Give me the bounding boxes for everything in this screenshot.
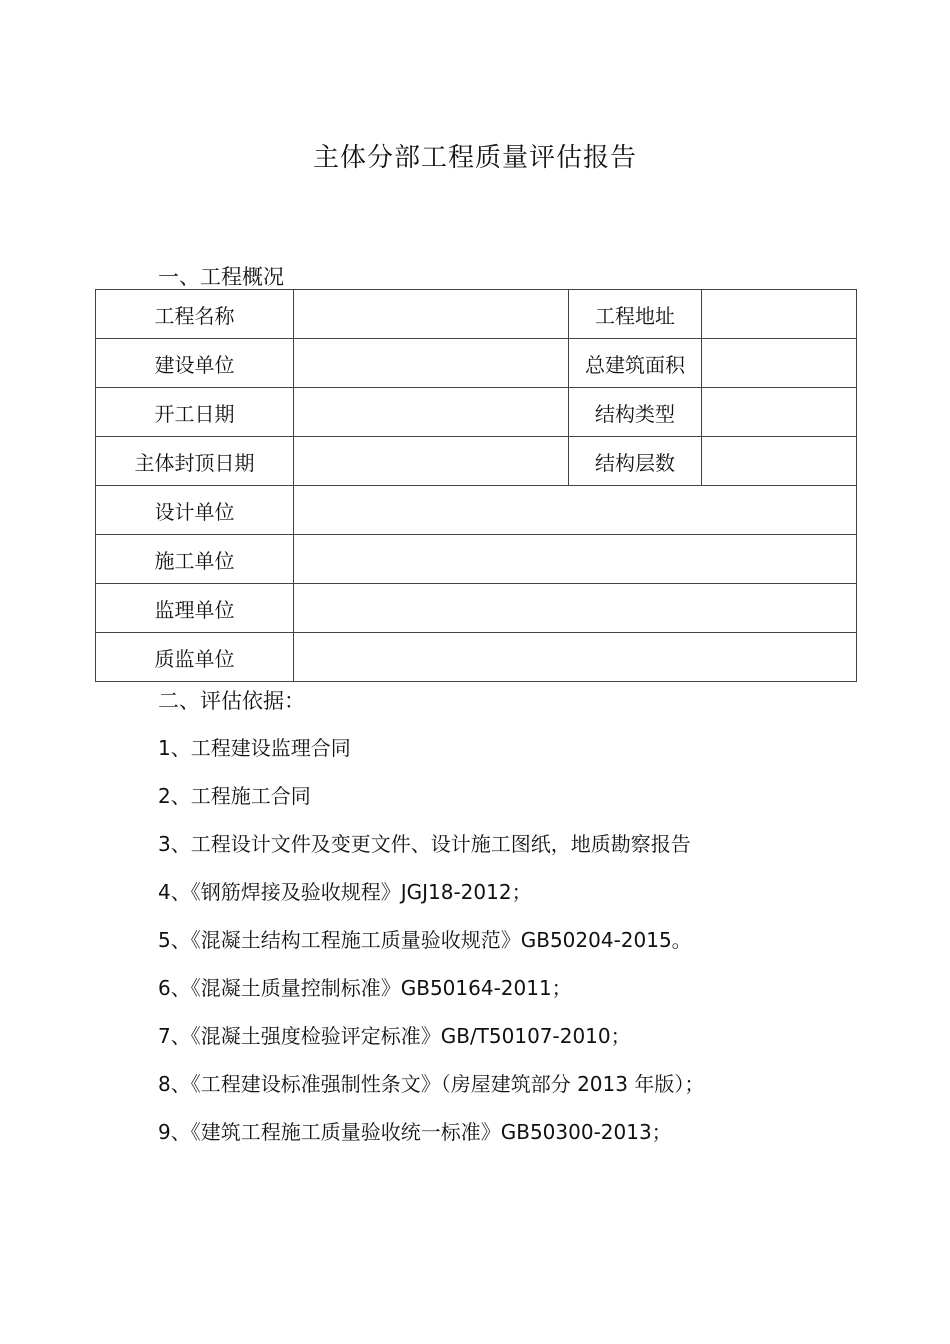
- label-total-area: 总建筑面积: [569, 339, 702, 388]
- section-heading-project-overview: 一、工程概况: [158, 265, 284, 289]
- table-row: [96, 437, 857, 486]
- list-item: 5、《混凝土结构工程施工质量验收规范》GB50204-2015。: [158, 928, 692, 952]
- value-design-unit: [294, 486, 857, 535]
- value-structure-floors: [702, 437, 857, 486]
- label-supervision-unit: 监理单位: [96, 584, 294, 633]
- section-heading-evaluation-basis: 二、评估依据：: [158, 689, 305, 713]
- label-structure-type: 结构类型: [569, 388, 702, 437]
- list-item: 7、《混凝土强度检验评定标准》GB/T50107-2010；: [158, 1024, 631, 1048]
- label-construction-unit: 建设单位: [96, 339, 294, 388]
- list-item: 9、《建筑工程施工质量验收统一标准》GB50300-2013；: [158, 1120, 672, 1144]
- value-total-area: [702, 339, 857, 388]
- evaluation-basis-list: [158, 730, 704, 1162]
- value-project-address: [702, 290, 857, 339]
- value-topping-date: [294, 437, 569, 486]
- label-quality-unit: 质监单位: [96, 633, 294, 682]
- table-row: [96, 290, 857, 339]
- table-row: [96, 584, 857, 633]
- list-item: 6、《混凝土质量控制标准》GB50164-2011；: [158, 976, 572, 1000]
- label-topping-date: 主体封顶日期: [96, 437, 294, 486]
- value-builder-unit: [294, 535, 857, 584]
- label-start-date: 开工日期: [96, 388, 294, 437]
- project-overview-table: [95, 289, 857, 682]
- table-row: [96, 388, 857, 437]
- value-supervision-unit: [294, 584, 857, 633]
- table-row: [96, 535, 857, 584]
- document-title: 主体分部工程质量评估报告: [312, 143, 637, 173]
- table-row: [96, 339, 857, 388]
- table-row: [96, 486, 857, 535]
- value-quality-unit: [294, 633, 857, 682]
- list-item: 4、《钢筋焊接及验收规程》JGJ18-2012；: [158, 880, 532, 904]
- list-item: 3、工程设计文件及变更文件、设计施工图纸，地质勘察报告: [158, 832, 691, 856]
- list-item: 8、《工程建设标准强制性条文》（房屋建筑部分 2013 年版）；: [158, 1072, 705, 1096]
- value-construction-unit: [294, 339, 569, 388]
- label-project-name: 工程名称: [96, 290, 294, 339]
- label-structure-floors: 结构层数: [569, 437, 702, 486]
- list-item: 1、工程建设监理合同: [158, 736, 351, 760]
- label-project-address: 工程地址: [569, 290, 702, 339]
- value-structure-type: [702, 388, 857, 437]
- label-builder-unit: 施工单位: [96, 535, 294, 584]
- list-item: 2、工程施工合同: [158, 784, 311, 808]
- table-row: [96, 633, 857, 682]
- value-start-date: [294, 388, 569, 437]
- value-project-name: [294, 290, 569, 339]
- label-design-unit: 设计单位: [96, 486, 294, 535]
